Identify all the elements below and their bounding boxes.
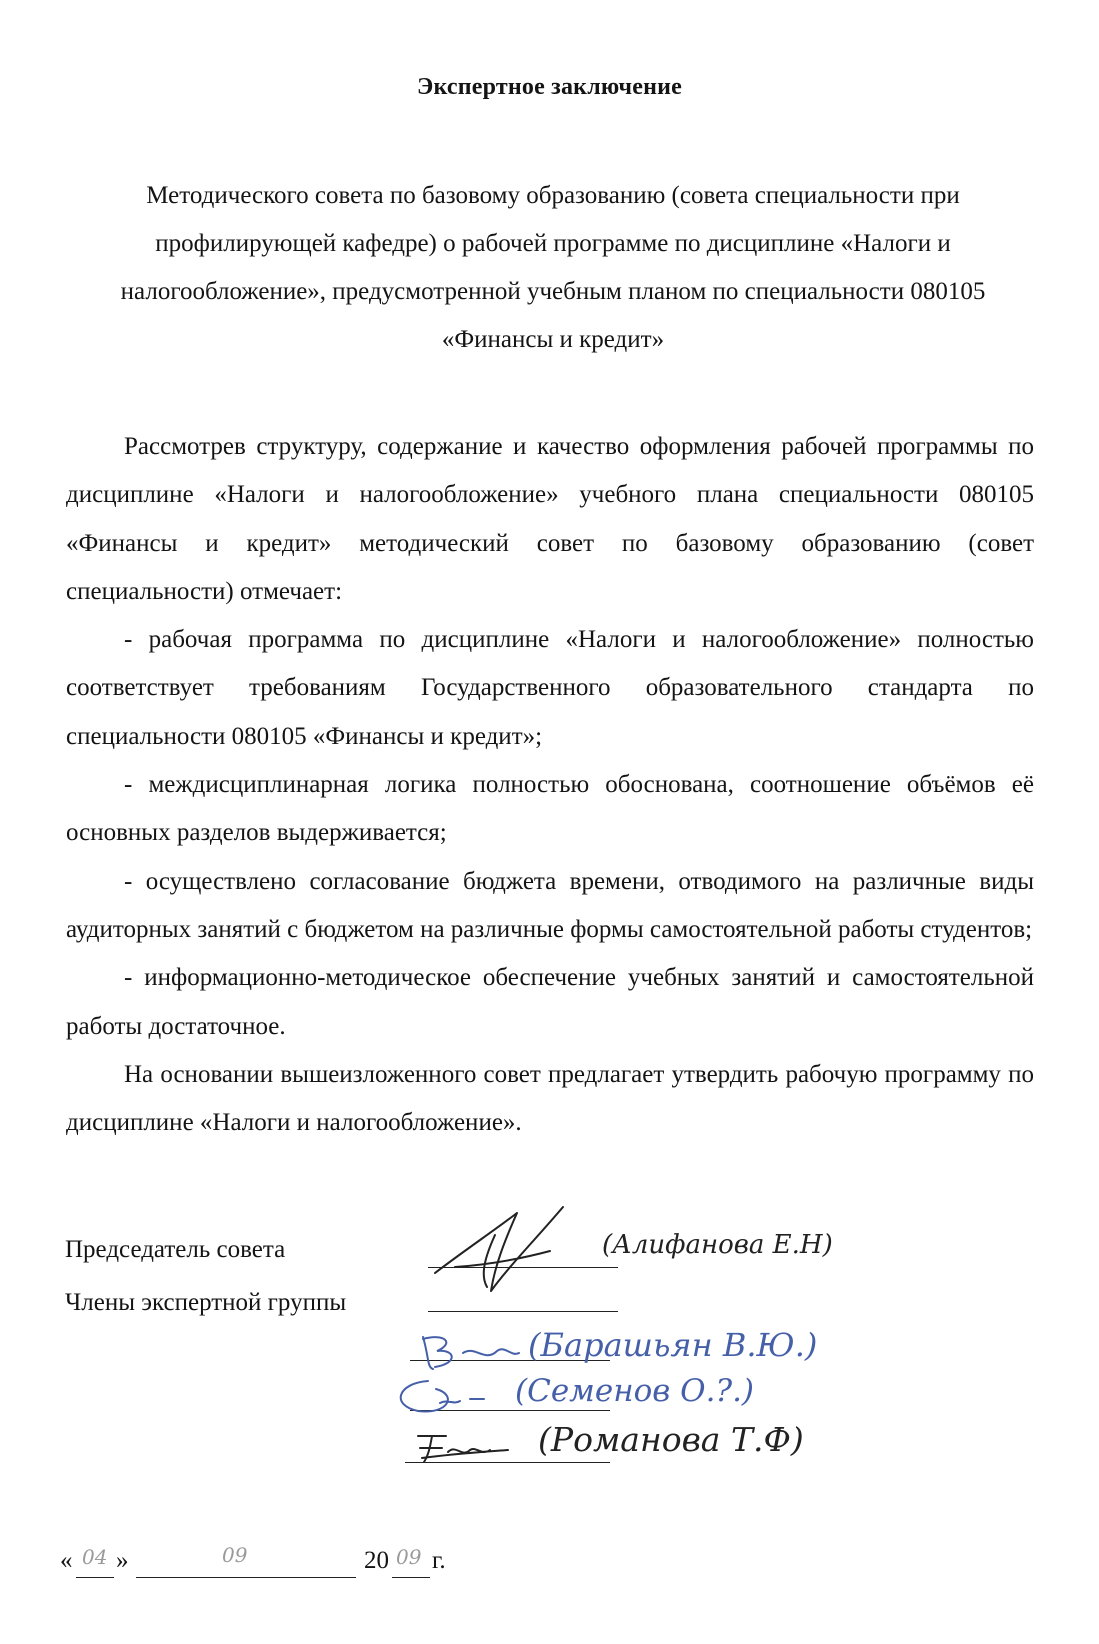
paragraph-item-4: - информационно-методическое обеспечение учебных занятий и самостоятельной работы достаточное. — [66, 964, 1034, 1040]
date-day-handwritten: 04 — [82, 1545, 108, 1569]
paragraph-item-1: - рабочая программа по дисциплине «Налоги и налогообложение» полностью соответствует требованиям Государственного образовательного стандарта по специальности 080105 «Финансы и кредит»; — [66, 626, 1034, 750]
member-2-signature-mark — [388, 1375, 498, 1425]
document-body — [66, 423, 1034, 1147]
paragraph-intro: Рассмотрев структуру, содержание и качество оформления рабочей программы по дисциплине «Налоги и налогообложение» учебного плана специальности 080105 «Финансы и кредит» методический совет по базовому образованию (совет специальности) отмечает: — [66, 433, 1034, 605]
chair-label: Председатель совета — [65, 1236, 286, 1263]
date-year-handwritten: 09 — [396, 1545, 422, 1569]
document-subtitle: Методического совета по базовому образованию (совета специальности при профилирующей кафедре) о рабочей программе по дисциплине «Налоги и налогообложение», предусмотренной учебным планом по специальности 080105 «Финансы и кредит» — [120, 182, 986, 353]
date-month-line — [136, 1577, 356, 1578]
member-1-signature-mark — [415, 1327, 525, 1377]
date-year-unit: г. — [432, 1547, 446, 1574]
date-day-line — [76, 1577, 114, 1578]
date-year-prefix: 20 — [364, 1547, 389, 1574]
member-signature-line-1 — [428, 1311, 618, 1312]
date-year-line — [392, 1577, 430, 1578]
paragraph-item-2: - междисциплинарная логика полностью обоснована, соотношение объёмов её основных разделов выдерживается; — [66, 771, 1034, 847]
member-3-signature-mark — [412, 1428, 522, 1468]
member-2-name-handwritten: (Семенов О.?.) — [515, 1373, 755, 1409]
document-title: Экспертное заключение — [416, 74, 682, 100]
paragraph-conclusion: На основании вышеизложенного совет предлагает утвердить рабочую программу по дисциплине «Налоги и налогообложение». — [66, 1060, 1034, 1137]
date-open-quote: « — [60, 1547, 73, 1574]
date-close-quote: » — [116, 1547, 129, 1574]
paragraph-item-3: - осуществлено согласование бюджета времени, отводимого на различные виды аудиторных занятий с бюджетом на различные формы самостоятельной работы студентов; — [66, 867, 1034, 943]
chair-signature-mark — [425, 1195, 625, 1305]
member-1-name-handwritten: (Барашьян В.Ю.) — [528, 1326, 818, 1364]
members-label: Члены экспертной группы — [65, 1289, 347, 1316]
member-3-name-handwritten: (Романова Т.Ф) — [538, 1420, 804, 1459]
date-month-handwritten: 09 — [222, 1543, 248, 1567]
chair-name-handwritten: (Алифанова Е.Н) — [602, 1230, 833, 1260]
